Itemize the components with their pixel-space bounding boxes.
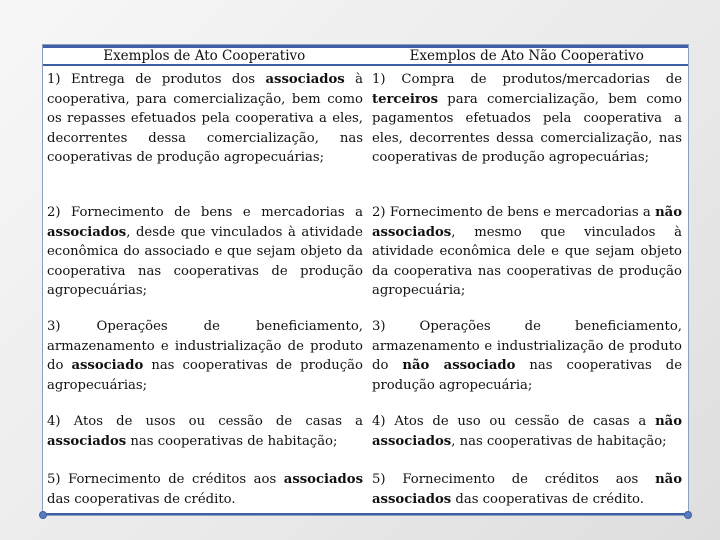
cell-row4-cooperative	[43, 408, 366, 466]
cell-row4-non-cooperative	[366, 408, 690, 466]
emphasis-text: não associados	[372, 472, 682, 507]
cell-text: 1) Entrega de produtos dos	[47, 72, 266, 87]
cell-text: , nas cooperativas de habitação;	[451, 433, 667, 449]
cell-row5-non-cooperative	[366, 466, 690, 526]
emphasis-text: associados	[47, 433, 127, 449]
header-cooperative: Exemplos de Ato Cooperativo	[103, 48, 306, 64]
table-bottom-rule	[43, 513, 688, 515]
cell-text: das cooperativas de crédito.	[451, 491, 644, 507]
cell-text: 1) Compra de produtos/mercadorias de	[372, 72, 682, 87]
cell-row2-non-cooperative	[366, 199, 690, 313]
emphasis-text: associados	[47, 224, 127, 240]
cell-row3-cooperative	[43, 313, 366, 408]
cell-text: 4) Atos de usos ou cessão de casas a	[47, 414, 363, 429]
cell-text: , desde que vinculados à atividade econômica do associado e que sejam objeto da cooperativa nas cooperativas de produção agropecuárias;	[47, 224, 363, 298]
emphasis-text: não associados	[372, 414, 682, 449]
cell-text: nas cooperativas de produção agropecuária;	[372, 358, 682, 393]
emphasis-text: não associados	[372, 205, 682, 240]
cell-row1-non-cooperative	[366, 66, 690, 199]
emphasis-text: não associado	[402, 358, 516, 373]
cell-text: à cooperativa, para comercialização, bem como os repasses efetuados pela cooperativa a eles, decorrentes dessa comercialização, nas cooperativas de produção agropecuárias;	[47, 72, 363, 165]
table-body	[43, 66, 688, 526]
cell-row1-cooperative	[43, 66, 366, 199]
cell-text: nas cooperativas de produção agropecuárias;	[47, 358, 363, 393]
comparison-table	[42, 44, 689, 516]
cell-text: 3) Operações de beneficiamento, armazenamento e industrialização de produto do	[47, 319, 363, 373]
cell-text: 3) Operações de beneficiamento, armazenamento e industrialização de produto do	[372, 319, 682, 373]
cell-text: das cooperativas de crédito.	[47, 491, 236, 507]
cell-row3-non-cooperative	[366, 313, 690, 408]
cell-text: 5) Fornecimento de créditos aos	[372, 472, 656, 487]
corner-dot-right	[684, 511, 692, 519]
cell-text: para comercialização, bem como pagamentos efetuados pela cooperativa a eles, decorrentes dessa comercialização, nas cooperativas de produção agropecuárias;	[372, 91, 682, 165]
cell-text: , mesmo que vinculados à atividade econômica dele e que sejam objeto da cooperativa nas cooperativas de produção agropecuária;	[372, 224, 682, 298]
emphasis-text: associados	[265, 72, 345, 87]
cell-row2-cooperative	[43, 199, 366, 313]
cell-text: 2) Fornecimento de bens e mercadorias a	[372, 205, 656, 220]
cell-text: 4) Atos de uso ou cessão de casas a	[372, 414, 656, 429]
emphasis-text: associado	[71, 358, 144, 373]
table-header	[43, 45, 688, 66]
cell-row5-cooperative	[43, 466, 366, 526]
corner-dot-left	[39, 511, 47, 519]
cell-text: 5) Fornecimento de créditos aos	[47, 472, 284, 487]
header-non-cooperative: Exemplos de Ato Não Cooperativo	[409, 48, 644, 64]
emphasis-text: terceiros	[372, 91, 439, 107]
cell-text: nas cooperativas de habitação;	[126, 433, 338, 449]
cell-text: 2) Fornecimento de bens e mercadorias a	[47, 205, 363, 220]
emphasis-text: associados	[283, 472, 363, 487]
